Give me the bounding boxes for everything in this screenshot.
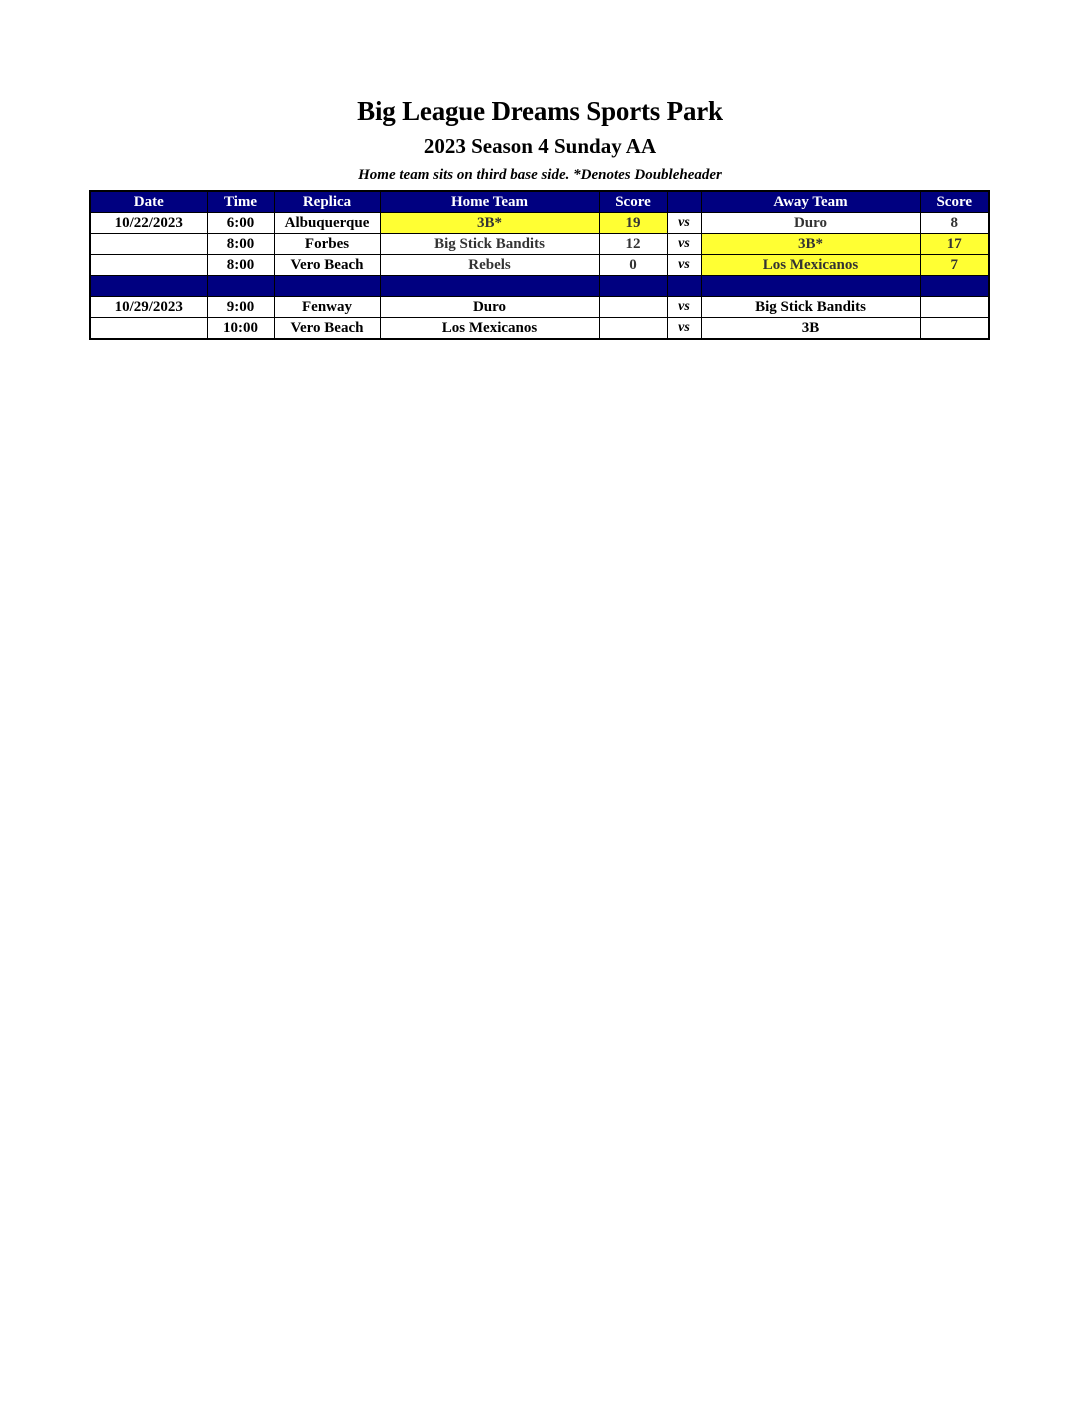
- separator-cell: [380, 276, 599, 297]
- date-cell: 10/22/2023: [90, 213, 207, 234]
- home-team-cell: Los Mexicanos: [380, 318, 599, 340]
- vs-cell: vs: [667, 213, 701, 234]
- separator-cell: [90, 276, 207, 297]
- away-score-cell: 17: [920, 234, 989, 255]
- home-team-cell: Duro: [380, 297, 599, 318]
- vs-cell: vs: [667, 255, 701, 276]
- date-cell: [90, 255, 207, 276]
- away-score-cell: 8: [920, 213, 989, 234]
- date-cell: [90, 234, 207, 255]
- table-row: [90, 318, 989, 340]
- col-header-home-score: Score: [599, 191, 667, 213]
- away-score-cell: 7: [920, 255, 989, 276]
- time-cell: 9:00: [207, 297, 274, 318]
- home-score-cell: 19: [599, 213, 667, 234]
- away-team-cell: 3B: [701, 318, 920, 340]
- col-header-vs: [667, 191, 701, 213]
- col-header-away-team: Away Team: [701, 191, 920, 213]
- away-team-cell: Big Stick Bandits: [701, 297, 920, 318]
- separator-cell: [207, 276, 274, 297]
- away-team-cell: Duro: [701, 213, 920, 234]
- col-header-away-score: Score: [920, 191, 989, 213]
- time-cell: 6:00: [207, 213, 274, 234]
- table-row: [90, 255, 989, 276]
- away-score-cell: [920, 297, 989, 318]
- home-team-cell: 3B*: [380, 213, 599, 234]
- col-header-date: Date: [90, 191, 207, 213]
- date-cell: 10/29/2023: [90, 297, 207, 318]
- replica-cell: Forbes: [274, 234, 380, 255]
- col-header-time: Time: [207, 191, 274, 213]
- away-team-cell: 3B*: [701, 234, 920, 255]
- home-team-cell: Big Stick Bandits: [380, 234, 599, 255]
- separator-cell: [920, 276, 989, 297]
- replica-cell: Vero Beach: [274, 255, 380, 276]
- table-row: [90, 297, 989, 318]
- header-row: [90, 191, 989, 213]
- table-row: [90, 213, 989, 234]
- separator-cell: [274, 276, 380, 297]
- home-team-cell: Rebels: [380, 255, 599, 276]
- vs-cell: vs: [667, 297, 701, 318]
- vs-cell: vs: [667, 318, 701, 340]
- home-score-cell: [599, 297, 667, 318]
- col-header-replica: Replica: [274, 191, 380, 213]
- separator-cell: [599, 276, 667, 297]
- replica-cell: Fenway: [274, 297, 380, 318]
- date-cell: [90, 318, 207, 340]
- separator-cell: [701, 276, 920, 297]
- week-separator-row: [90, 276, 989, 297]
- schedule-table: [89, 190, 990, 340]
- away-team-cell: Los Mexicanos: [701, 255, 920, 276]
- time-cell: 8:00: [207, 234, 274, 255]
- page-title: Big League Dreams Sports Park: [357, 96, 723, 126]
- vs-cell: vs: [667, 234, 701, 255]
- time-cell: 8:00: [207, 255, 274, 276]
- table-row: [90, 234, 989, 255]
- home-score-cell: 12: [599, 234, 667, 255]
- home-score-cell: 0: [599, 255, 667, 276]
- col-header-home-team: Home Team: [380, 191, 599, 213]
- home-score-cell: [599, 318, 667, 340]
- replica-cell: Albuquerque: [274, 213, 380, 234]
- page-subtitle: 2023 Season 4 Sunday AA: [423, 134, 657, 158]
- away-score-cell: [920, 318, 989, 340]
- time-cell: 10:00: [207, 318, 274, 340]
- schedule-note: Home team sits on third base side. *Denotes Doubleheader: [358, 167, 722, 183]
- replica-cell: Vero Beach: [274, 318, 380, 340]
- separator-cell: [667, 276, 701, 297]
